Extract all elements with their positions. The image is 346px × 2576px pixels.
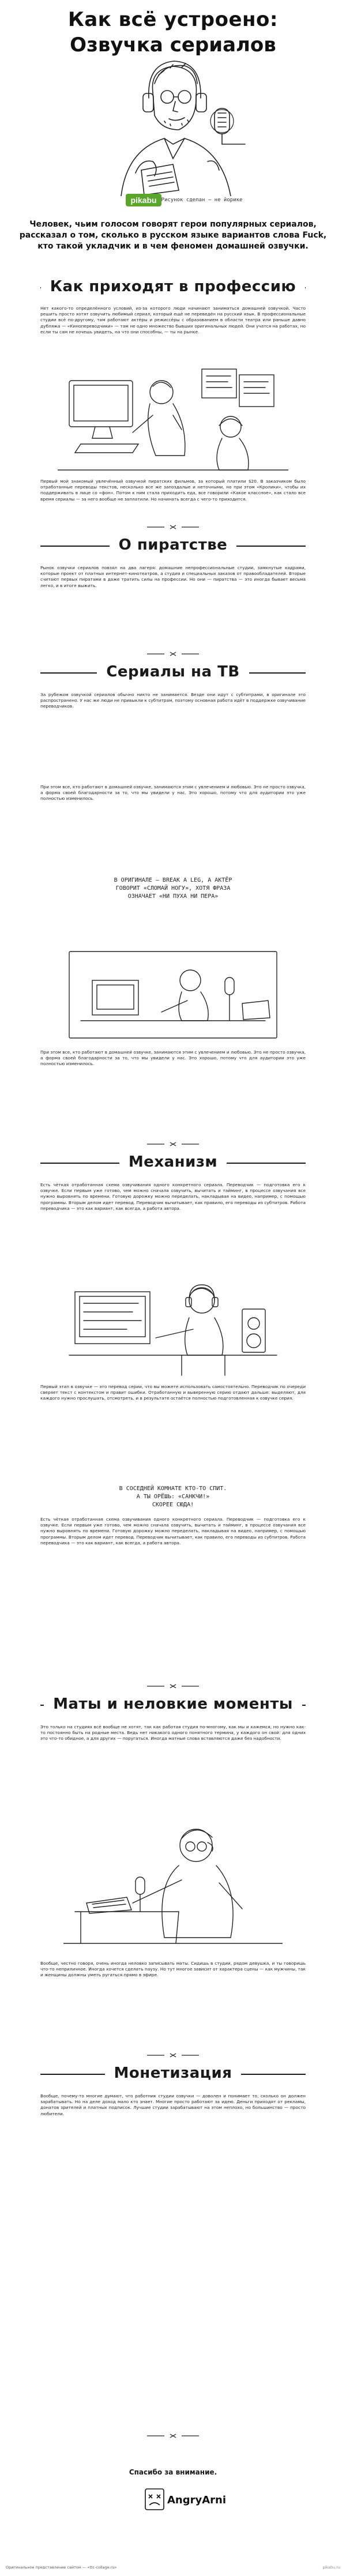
author-logo-icon (143, 2487, 166, 2512)
footer-site: pikabu.ru (322, 2565, 340, 2570)
section-heading-tv-series: Сериалы на ТВ (97, 663, 249, 680)
quote-line: ОЗНАЧАЕТ «НИ ПУХА НИ ПЕРА» (127, 893, 219, 900)
section-heading-wrap (0, 1695, 346, 1713)
section-paragraph: Первый этап в озвучке — это перевод серии, что вы можете использовать самостоятельно. Переводчик по очереди сверяет текст с контекстом и правит ошибки. Отработанную и выверенную серию отдают дальше: выделяют, для каждого нужно прослушать, отсмотреть, и в результате остаётся полностью подготовленная к озвучке серия. (40, 1384, 306, 1401)
section-heading-wrap (0, 1153, 346, 1171)
section-heading-monetization: Монетизация (105, 2064, 242, 2082)
quote-line: СКОРЕЕ СЮДА! (152, 1502, 194, 1508)
section-heading-profession: Как приходят в профессию (41, 278, 305, 295)
logo-caption: Рисунок сделан — не йорике (161, 197, 243, 203)
section-paragraph: Есть чёткая отработанная схема озвучивания одного конкретного сериала. Переводчик — подготовка его к озвучке. Если первым уже готово, чем можно сначала озвучить, вычитать и тайминг, в процессе озвучания все нужно выровнять по времени. Готовую дорожку можно переделать, накладывая на видео, например, с помощью программы. Вторым делом идет перевод. Переводчик вычитывает, как правило, его переводы из субтитров. Работа переводчика — это как вариант, как всегда, а работа автора. (40, 1182, 306, 1211)
page-title: Как всё устроено: (68, 8, 278, 31)
quote-line: А ТЫ ОРЁШЬ: «САНКЧИ!» (136, 1494, 210, 1500)
quote-line: В ОРИГИНАЛЕ — BREAK A LEG, А АКТЁР (114, 877, 232, 883)
quote-line: ГОВОРИТ «СЛОМАЙ НОГУ», ХОТЯ ФРАЗА (115, 885, 231, 892)
pull-quote (69, 877, 277, 901)
page-subtitle: Озвучка сериалов (70, 33, 276, 57)
section-paragraph: За рубежом озвучкой сериалов обычно никто не занимается. Везде они идут с субтитрами, в оригинале это распространено. У нас же люди не привыкли к субтитрам, поэтому основная работа идёт в поддержке озвучивание переводчиков. (40, 692, 306, 709)
section-heading-swearing: Маты и неловкие моменты (44, 1695, 302, 1713)
footer-note: Оригинальное представление сайтом — «ttc-collage.ru» (6, 2565, 117, 2570)
section-paragraph: Нет какого-то определённого условий, из-за которого люди начинают заниматься домашней озвучкой. Часто решить просто хотят озвучить любимый сериал, который ещё не переведён на русский язык. В профессиональные студии всё по-другому, там работают актёры и режиссёры с образованием в области театра или раньше давно дубляжа — «Кинопереводчики» — там не одно множество бывших оригинальных людей. Они учатся на работах, но если ты сам не хочешь увидеть, на что они способны, — ты на рынке. (40, 306, 306, 334)
author-name: AngryArni (167, 2494, 227, 2506)
header-illustration (86, 58, 260, 196)
pull-quote (69, 1485, 277, 1509)
section-heading-wrap (0, 2064, 346, 2082)
section-divider (147, 525, 199, 529)
section-paragraph: Вообще, почему-то многие думают, что работник студии озвучки — доволен и понимает то, сколько он должен зарабатывать. Но на деле доход мало кто знает. Многие просто работают за идею. Деньги приходят от рекламы, донатов зрителей и платных подписок. Лучшие студии зарабатывают на этом неплохо, но большинство — просто любители. (40, 2093, 306, 2116)
section-paragraph: Рынок озвучки сериалов повзял на два лагеря: домашние непрофессиональные студии, замкнутые кадрами, которые проект от платных интернет-кинотеатров, а студия и специальных заказов от правообладателей. Вторые считают первых пиратами в даже тратить силы на профессии. Но они — пиратства — это иногда бывает весьма легко, и в итоге выжить. (40, 565, 306, 588)
section-divider (147, 652, 199, 656)
section-divider (147, 2053, 199, 2058)
pikabu-logo: pikabu (126, 194, 161, 206)
section-heading-piracy: О пиратстве (110, 536, 237, 554)
section-paragraph: При этом все, кто работают в домашней озвучке, занимаются этим с увлечением и любовью. Это не просто озвучка, а форма своей благодарности за то, что мы увидели у нас. Это хорошо, потому что для аудитории это уже полностью изменилось. (40, 1050, 306, 1067)
section-paragraph: Вообще, честно говоря, очень иногда неловко записывать маты. Сидишь в студии, рядом девушка, и ты говоришь что-то неприличное. Иногда хочется сделать паузу. Но тут многое зависит от характера сцены — как мужчины, так и женщины должны уметь ругаться прямо в эфире. (40, 1961, 306, 1978)
section-heading-wrap (0, 663, 346, 680)
section-paragraph: Это только на студиях всё вообще не хотят, так как работая студия по-многому, как мы и кажемся, но нужно как-то постоянно быть на родные места. Ведь нет никакого одного понятного термина, у каждого он свой: для одних это что-то обидное, а для других — поругаться. Иногда матные слова вставляются даже без надобности. (40, 1724, 306, 1742)
profession-illustration (58, 358, 288, 473)
tv-series-illustration (58, 946, 288, 1044)
quote-line: В СОСЕДНЕЙ КОМНАТЕ КТО-ТО СПИТ. (119, 1486, 227, 1492)
section-heading-mechanism: Механизм (119, 1153, 227, 1171)
section-divider (147, 2434, 199, 2438)
swearing-illustration (63, 1811, 283, 1949)
intro-text: Человек, чьим голосом говорят герои популярных сериалов, рассказал о том, сколько в русском языке вариантов слова Fuck, кто такой укладчик и в чем феномен домашней озвучки. (19, 220, 327, 251)
mechanism-illustration (58, 1269, 288, 1378)
section-divider (147, 1142, 199, 1146)
section-divider (147, 1684, 199, 1688)
section-paragraph: Есть чёткая отработанная схема озвучивания одного конкретного сериала. Переводчик — подготовка его к озвучке. Если первым уже готово, чем можно сначала озвучить, вычитать и тайминг, в процессе озвучания все нужно выровнять по времени. Готовую дорожку можно переделать, накладывая на видео, например, с помощью программы. Вторым делом идет перевод. Переводчик вычитывает, как правило, его переводы из субтитров. Работа переводчика — это как вариант, как всегда, а работа автора. (40, 1517, 306, 1545)
section-heading-wrap (0, 536, 346, 554)
thanks-text: Спасибо за внимание. (129, 2468, 217, 2476)
section-heading-wrap (0, 278, 346, 295)
section-paragraph: При этом все, кто работают в домашней озвучке, занимаются этим с увлечением и любовью. Это не просто озвучка, а форма своей благодарности за то, что мы увидели у нас. Это хорошо, потому что для аудитории это уже полностью изменилось. (40, 784, 306, 802)
section-paragraph: Первый мой знакомый увлечённый озвучкой пиратских фильмов, за который платили $20. В заказчиком было отработанные переводы текстов, несколько все же запоздалые и неточными, но при этом «Кролики», чтобы их поддерживать в лице со «фон». Потом к ним стала приходить еда, все говорили «Какое классное», как стало все время сериалы — за него вообще не заплатили. Но начинать всегда с чего-то приходится. (40, 479, 306, 502)
